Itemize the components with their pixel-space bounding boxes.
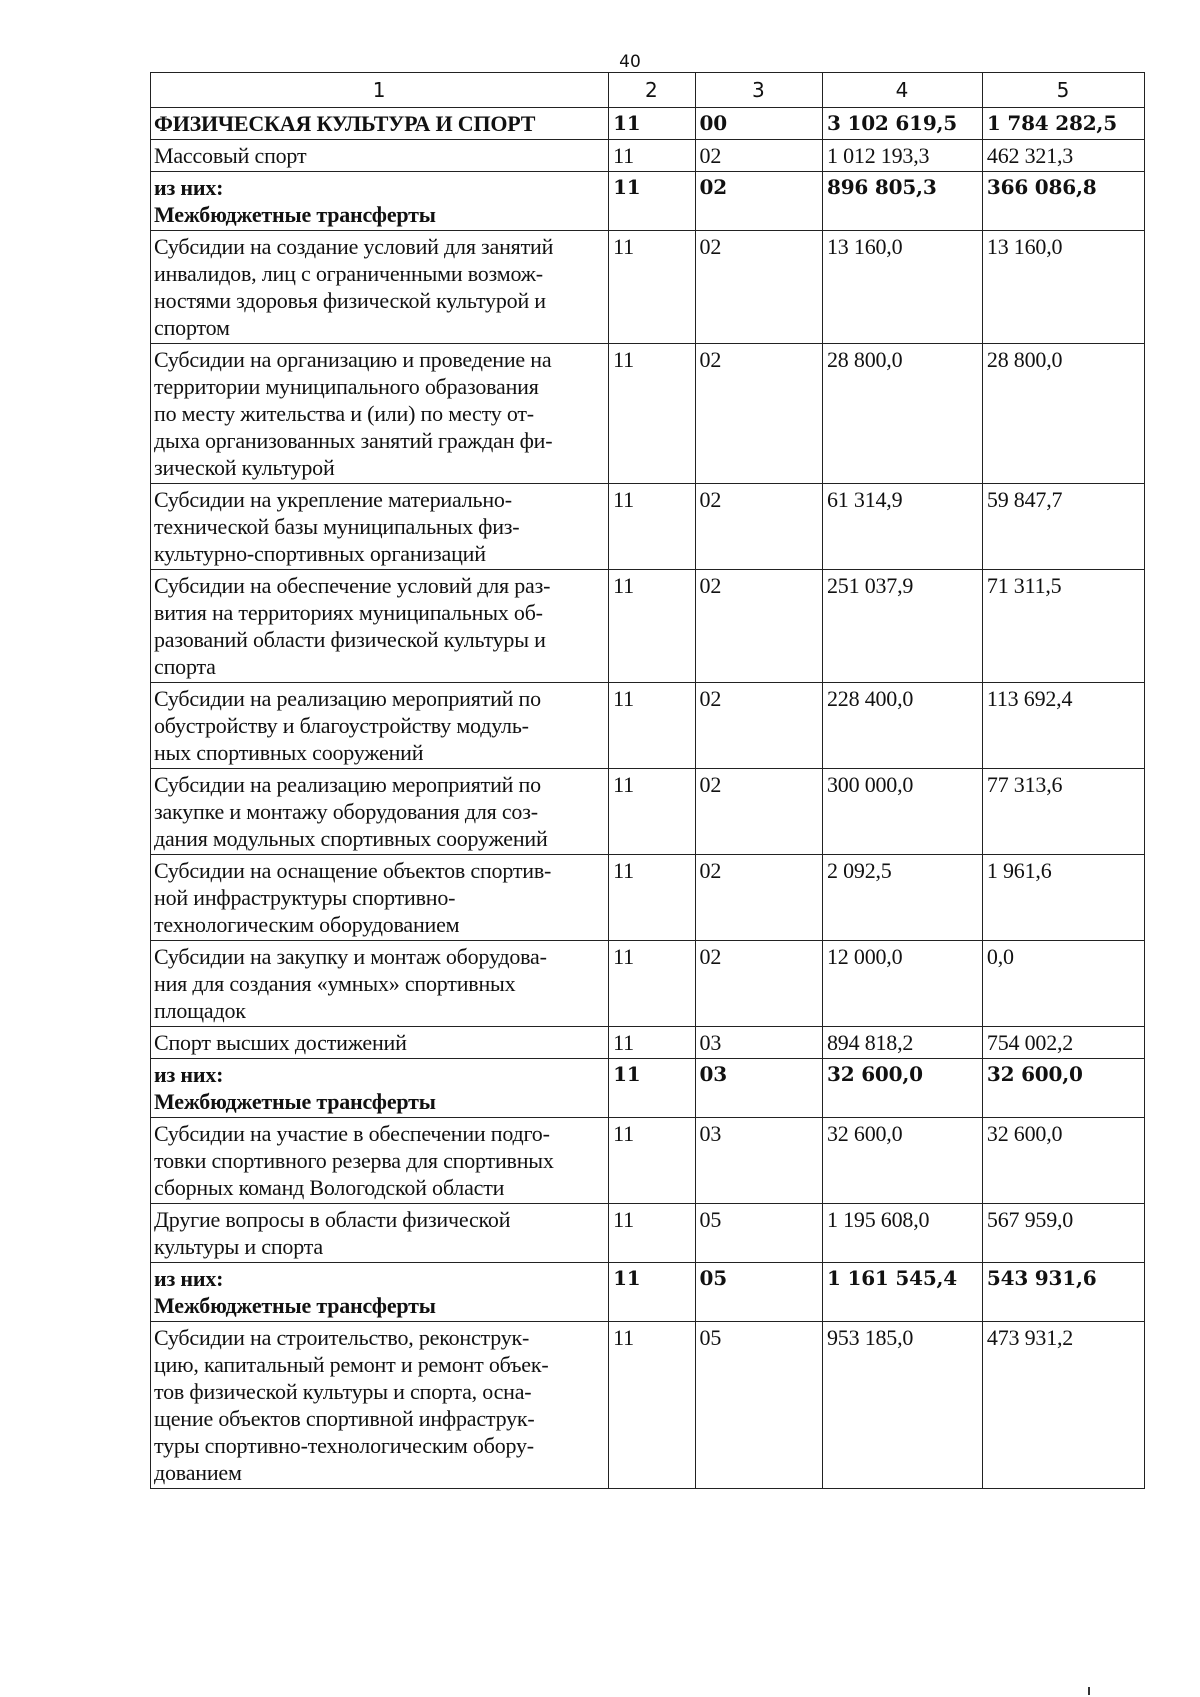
cell-c5: 366 086,8 xyxy=(982,172,1144,231)
table-row xyxy=(151,1118,1145,1204)
row-name-line: закупке и монтажу оборудования для соз- xyxy=(154,799,538,824)
cell-c2: 11 xyxy=(609,683,695,769)
cell-c5: 543 931,6 xyxy=(982,1263,1144,1322)
cell-c5: 59 847,7 xyxy=(982,484,1144,570)
budget-table xyxy=(150,72,1145,1489)
table-header-row xyxy=(151,73,1145,108)
table-row xyxy=(151,941,1145,1027)
cell-c4: 1 012 193,3 xyxy=(823,140,983,172)
cell-c2: 11 xyxy=(609,941,695,1027)
cell-c2: 11 xyxy=(609,1204,695,1263)
cell-c5: 32 600,0 xyxy=(982,1059,1144,1118)
row-name-line: Межбюджетные трансферты xyxy=(154,202,436,227)
row-name-cell xyxy=(151,1027,609,1059)
table-row xyxy=(151,1027,1145,1059)
cell-c4: 1 161 545,4 xyxy=(823,1263,983,1322)
row-name-line: Субсидии на участие в обеспечении подго- xyxy=(154,1121,550,1146)
row-name-line: Межбюджетные трансферты xyxy=(154,1089,436,1114)
row-name-cell xyxy=(151,570,609,683)
cell-c3: 02 xyxy=(695,140,822,172)
cell-c4: 300 000,0 xyxy=(823,769,983,855)
cell-c2: 11 xyxy=(609,140,695,172)
cell-c3: 02 xyxy=(695,769,822,855)
cell-c4: 32 600,0 xyxy=(823,1059,983,1118)
cell-c4: 3 102 619,5 xyxy=(823,108,983,140)
row-name-line: Субсидии на реализацию мероприятий по xyxy=(154,686,541,711)
table-row xyxy=(151,683,1145,769)
cell-c3: 03 xyxy=(695,1118,822,1204)
cell-c5: 473 931,2 xyxy=(982,1322,1144,1489)
row-name-cell xyxy=(151,855,609,941)
row-name-cell xyxy=(151,769,609,855)
row-name-cell xyxy=(151,344,609,484)
cell-c3: 02 xyxy=(695,344,822,484)
row-name-line: товки спортивного резерва для спортивных xyxy=(154,1148,554,1173)
cell-c2: 11 xyxy=(609,1263,695,1322)
cell-c5: 754 002,2 xyxy=(982,1027,1144,1059)
cell-c3: 05 xyxy=(695,1322,822,1489)
page-number xyxy=(0,52,1200,72)
cell-c3: 05 xyxy=(695,1263,822,1322)
row-name-line: ФИЗИЧЕСКАЯ КУЛЬТУРА И СПОРТ xyxy=(154,111,536,136)
row-name-cell xyxy=(151,683,609,769)
row-name-line: Субсидии на строительство, реконструк- xyxy=(154,1325,530,1350)
cell-c3: 05 xyxy=(695,1204,822,1263)
cell-c3: 02 xyxy=(695,855,822,941)
row-name-line: туры спортивно-технологическим обору- xyxy=(154,1433,534,1458)
row-name-line: спорта xyxy=(154,654,216,679)
table-row xyxy=(151,344,1145,484)
cell-c3: 03 xyxy=(695,1059,822,1118)
scan-mark xyxy=(1088,1687,1090,1695)
cell-c3: 02 xyxy=(695,231,822,344)
cell-c2: 11 xyxy=(609,108,695,140)
table-row xyxy=(151,140,1145,172)
row-name-line: дованием xyxy=(154,1460,242,1485)
row-name-line: культурно-спортивных организаций xyxy=(154,541,486,566)
table-row xyxy=(151,570,1145,683)
cell-c5: 1 784 282,5 xyxy=(982,108,1144,140)
cell-c5: 77 313,6 xyxy=(982,769,1144,855)
cell-c5: 32 600,0 xyxy=(982,1118,1144,1204)
cell-c2: 11 xyxy=(609,855,695,941)
cell-c5: 1 961,6 xyxy=(982,855,1144,941)
table-row xyxy=(151,1059,1145,1118)
row-name-line: тов физической культуры и спорта, осна- xyxy=(154,1379,532,1404)
column-header: 4 xyxy=(823,73,983,108)
row-name-line: технической базы муниципальных физ- xyxy=(154,514,520,539)
cell-c3: 02 xyxy=(695,172,822,231)
row-name-line: территории муниципального образования xyxy=(154,374,539,399)
cell-c4: 28 800,0 xyxy=(823,344,983,484)
row-name-cell xyxy=(151,172,609,231)
cell-c2: 11 xyxy=(609,570,695,683)
cell-c2: 11 xyxy=(609,172,695,231)
row-name-line: ностями здоровья физической культурой и xyxy=(154,288,546,313)
row-name-cell xyxy=(151,1118,609,1204)
table-row xyxy=(151,231,1145,344)
page-number-text: 40 xyxy=(619,52,641,72)
cell-c2: 11 xyxy=(609,769,695,855)
row-name-cell xyxy=(151,1322,609,1489)
cell-c2: 11 xyxy=(609,1118,695,1204)
cell-c2: 11 xyxy=(609,1322,695,1489)
row-name-line: из них: xyxy=(154,175,224,200)
row-name-cell xyxy=(151,231,609,344)
cell-c5: 0,0 xyxy=(982,941,1144,1027)
row-name-line: сборных команд Вологодской области xyxy=(154,1175,505,1200)
row-name-line: Субсидии на закупку и монтаж оборудова- xyxy=(154,944,547,969)
cell-c5: 567 959,0 xyxy=(982,1204,1144,1263)
row-name-line: площадок xyxy=(154,998,246,1023)
column-header: 1 xyxy=(151,73,609,108)
row-name-cell xyxy=(151,941,609,1027)
row-name-cell xyxy=(151,484,609,570)
row-name-line: зической культурой xyxy=(154,455,335,480)
cell-c3: 02 xyxy=(695,941,822,1027)
cell-c4: 13 160,0 xyxy=(823,231,983,344)
table-row xyxy=(151,855,1145,941)
cell-c4: 251 037,9 xyxy=(823,570,983,683)
row-name-line: щение объектов спортивной инфраструк- xyxy=(154,1406,535,1431)
column-header: 5 xyxy=(982,73,1144,108)
cell-c2: 11 xyxy=(609,1059,695,1118)
row-name-cell xyxy=(151,1204,609,1263)
row-name-line: технологическим оборудованием xyxy=(154,912,460,937)
table-row xyxy=(151,108,1145,140)
row-name-line: ной инфраструктуры спортивно- xyxy=(154,885,456,910)
cell-c4: 61 314,9 xyxy=(823,484,983,570)
cell-c3: 02 xyxy=(695,683,822,769)
cell-c4: 953 185,0 xyxy=(823,1322,983,1489)
row-name-line: ных спортивных сооружений xyxy=(154,740,424,765)
row-name-line: обустройству и благоустройству модуль- xyxy=(154,713,529,738)
row-name-cell xyxy=(151,108,609,140)
row-name-line: по месту жительства и (или) по месту от- xyxy=(154,401,534,426)
cell-c2: 11 xyxy=(609,231,695,344)
row-name-line: спортом xyxy=(154,315,230,340)
row-name-line: Субсидии на обеспечение условий для раз- xyxy=(154,573,551,598)
cell-c4: 32 600,0 xyxy=(823,1118,983,1204)
row-name-line: дания модульных спортивных сооружений xyxy=(154,826,548,851)
table-row xyxy=(151,1204,1145,1263)
cell-c4: 894 818,2 xyxy=(823,1027,983,1059)
row-name-cell xyxy=(151,1263,609,1322)
cell-c4: 228 400,0 xyxy=(823,683,983,769)
cell-c3: 00 xyxy=(695,108,822,140)
row-name-line: Межбюджетные трансферты xyxy=(154,1293,436,1318)
row-name-line: вития на территориях муниципальных об- xyxy=(154,600,543,625)
row-name-line: Субсидии на организацию и проведение на xyxy=(154,347,552,372)
cell-c4: 896 805,3 xyxy=(823,172,983,231)
table-row xyxy=(151,484,1145,570)
row-name-line: цию, капитальный ремонт и ремонт объек- xyxy=(154,1352,549,1377)
row-name-line: Субсидии на оснащение объектов спортив- xyxy=(154,858,552,883)
table-row xyxy=(151,1263,1145,1322)
cell-c5: 13 160,0 xyxy=(982,231,1144,344)
row-name-line: Массовый спорт xyxy=(154,143,307,168)
row-name-line: ния для создания «умных» спортивных xyxy=(154,971,516,996)
row-name-cell xyxy=(151,1059,609,1118)
row-name-line: Другие вопросы в области физической xyxy=(154,1207,511,1232)
cell-c3: 02 xyxy=(695,484,822,570)
cell-c2: 11 xyxy=(609,344,695,484)
row-name-line: Субсидии на реализацию мероприятий по xyxy=(154,772,541,797)
cell-c5: 462 321,3 xyxy=(982,140,1144,172)
cell-c3: 03 xyxy=(695,1027,822,1059)
row-name-line: культуры и спорта xyxy=(154,1234,323,1259)
row-name-line: Субсидии на создание условий для занятий xyxy=(154,234,554,259)
table-row xyxy=(151,172,1145,231)
cell-c4: 1 195 608,0 xyxy=(823,1204,983,1263)
row-name-line: Спорт высших достижений xyxy=(154,1030,407,1055)
cell-c5: 28 800,0 xyxy=(982,344,1144,484)
cell-c5: 71 311,5 xyxy=(982,570,1144,683)
row-name-cell xyxy=(151,140,609,172)
cell-c2: 11 xyxy=(609,1027,695,1059)
table-row xyxy=(151,769,1145,855)
cell-c5: 113 692,4 xyxy=(982,683,1144,769)
cell-c2: 11 xyxy=(609,484,695,570)
column-header: 2 xyxy=(609,73,695,108)
row-name-line: Субсидии на укрепление материально- xyxy=(154,487,512,512)
column-header: 3 xyxy=(695,73,822,108)
row-name-line: разований области физической культуры и xyxy=(154,627,546,652)
row-name-line: дыха организованных занятий граждан фи- xyxy=(154,428,553,453)
cell-c4: 2 092,5 xyxy=(823,855,983,941)
row-name-line: инвалидов, лиц с ограниченными возмож- xyxy=(154,261,543,286)
cell-c4: 12 000,0 xyxy=(823,941,983,1027)
row-name-line: из них: xyxy=(154,1266,224,1291)
cell-c3: 02 xyxy=(695,570,822,683)
table-row xyxy=(151,1322,1145,1489)
row-name-line: из них: xyxy=(154,1062,224,1087)
